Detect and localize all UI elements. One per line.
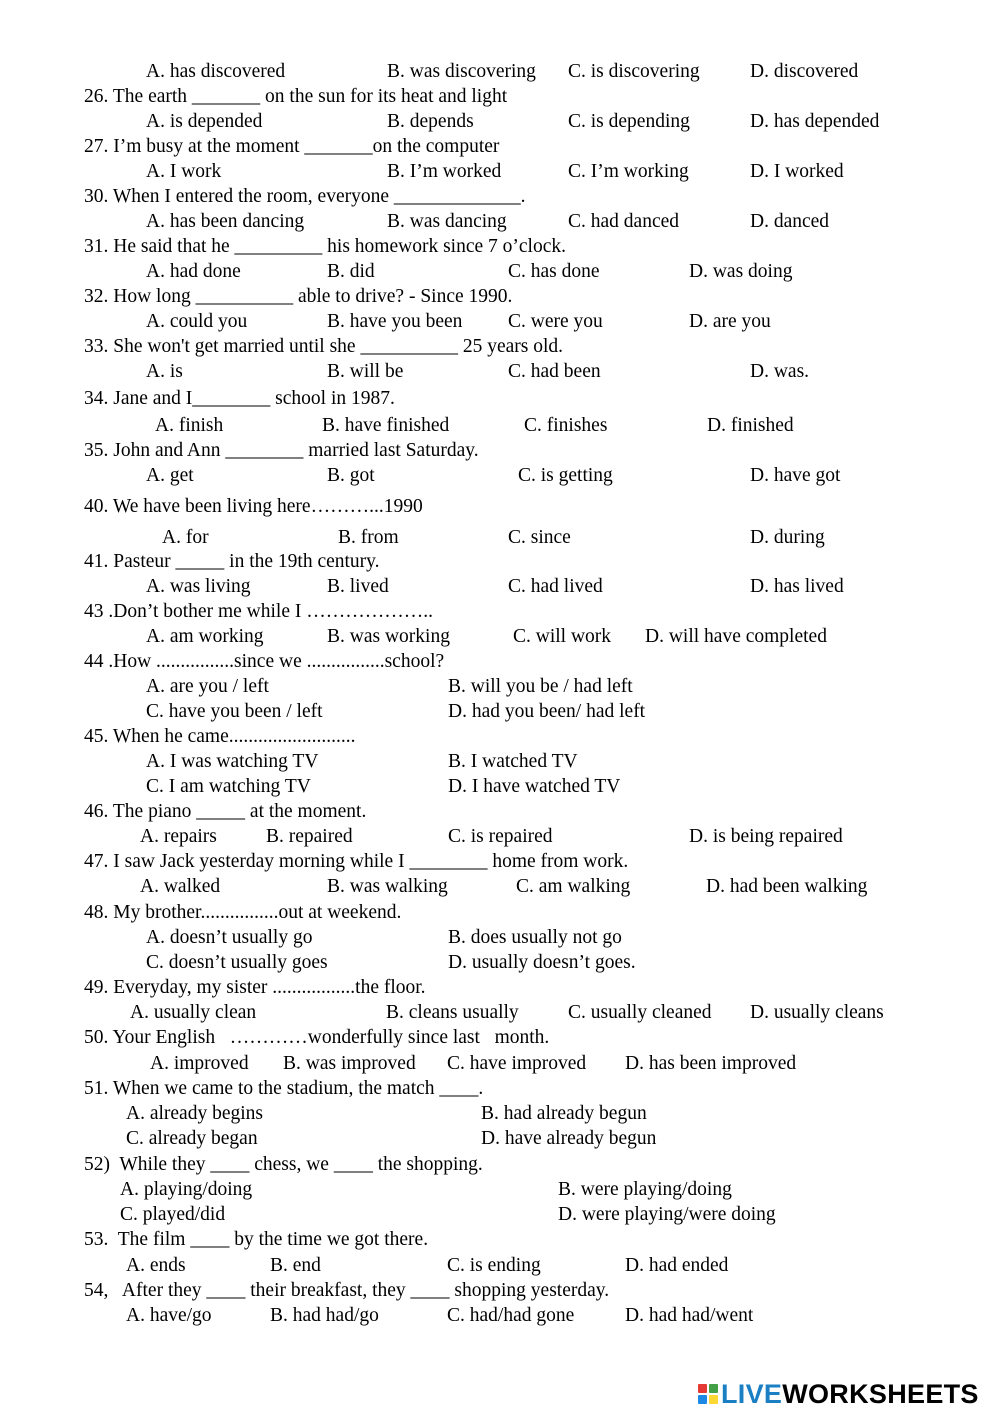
answer-option[interactable]: A. is depended (146, 111, 263, 132)
question-text: 41. Pasteur _____ in the 19th century. (84, 551, 380, 572)
logo-square-green (709, 1384, 718, 1393)
answer-option[interactable]: D. are you (689, 311, 771, 332)
answer-option[interactable]: A. playing/doing (120, 1179, 253, 1200)
answer-option[interactable]: A. already begins (126, 1103, 263, 1124)
answer-option[interactable]: B. was discovering (387, 61, 536, 82)
answer-option[interactable]: C. am walking (516, 876, 631, 897)
question-text: 46. The piano _____ at the moment. (84, 801, 367, 822)
question-text: 27. I’m busy at the moment _______on the computer (84, 136, 500, 157)
answer-option[interactable]: D. have already begun (481, 1128, 657, 1149)
question-text: 33. She won't get married until she __________ 25 years old. (84, 336, 564, 357)
answer-option[interactable]: C. is depending (568, 111, 690, 132)
question-text: 52) While they ____ chess, we ____ the shopping. (84, 1154, 483, 1175)
answer-option[interactable]: B. was walking (327, 876, 448, 897)
answer-option[interactable]: C. is ending (447, 1255, 541, 1276)
question-text: 43 .Don’t bother me while I ……………….. (84, 601, 433, 622)
question-text: 44 .How ................since we ................school? (84, 651, 445, 672)
liveworksheets-logo-icon (698, 1384, 718, 1404)
answer-option[interactable]: A. for (162, 527, 209, 548)
answer-option[interactable]: B. have finished (322, 415, 450, 436)
answer-option[interactable]: B. had had/go (270, 1305, 379, 1326)
answer-option[interactable]: D. had been walking (706, 876, 868, 897)
answer-option[interactable]: A. improved (150, 1053, 249, 1074)
answer-option[interactable]: D. I have watched TV (448, 776, 621, 797)
answer-option[interactable]: D. had had/went (625, 1305, 754, 1326)
answer-option[interactable]: B. repaired (266, 826, 353, 847)
answer-option[interactable]: A. could you (146, 311, 248, 332)
answer-option[interactable]: A. am working (146, 626, 264, 647)
answer-option[interactable]: C. have you been / left (146, 701, 323, 722)
answer-option[interactable]: D. will have completed (645, 626, 827, 647)
answer-option[interactable]: B. end (270, 1255, 321, 1276)
answer-option[interactable]: B. lived (327, 576, 389, 597)
answer-option[interactable]: B. have you been (327, 311, 463, 332)
answer-option[interactable]: D. I worked (750, 161, 844, 182)
answer-option[interactable]: D. has depended (750, 111, 880, 132)
answer-option[interactable]: D. have got (750, 465, 841, 486)
answer-option[interactable]: C. is repaired (448, 826, 553, 847)
answer-option[interactable]: A. usually clean (130, 1002, 257, 1023)
logo-square-yellow (709, 1395, 718, 1404)
answer-option[interactable]: A. was living (146, 576, 251, 597)
answer-option[interactable]: A. doesn’t usually go (146, 927, 313, 948)
answer-option[interactable]: B. will be (327, 361, 404, 382)
answer-option[interactable]: D. was doing (689, 261, 793, 282)
logo-square-blue (698, 1395, 707, 1404)
answer-option[interactable]: A. I work (146, 161, 222, 182)
question-text: 40. We have been living here………...1990 (84, 496, 423, 517)
answer-option[interactable]: D. finished (707, 415, 794, 436)
answer-option[interactable]: A. repairs (140, 826, 217, 847)
question-text: 45. When he came.......................... (84, 726, 356, 747)
answer-option[interactable]: D. were playing/were doing (558, 1204, 776, 1225)
answer-option[interactable]: A. is (146, 361, 183, 382)
answer-option[interactable]: A. walked (140, 876, 221, 897)
answer-option[interactable]: D. usually cleans (750, 1002, 884, 1023)
answer-option[interactable]: D. discovered (750, 61, 859, 82)
answer-option[interactable]: D. during (750, 527, 825, 548)
answer-option[interactable]: B. was working (327, 626, 450, 647)
answer-option[interactable]: C. doesn’t usually goes (146, 952, 328, 973)
answer-option[interactable]: B. I watched TV (448, 751, 578, 772)
answer-option[interactable]: D. danced (750, 211, 830, 232)
answer-option[interactable]: C. have improved (447, 1053, 587, 1074)
answer-option[interactable]: C. had lived (508, 576, 603, 597)
answer-option[interactable]: B. does usually not go (448, 927, 622, 948)
answer-option[interactable]: C. finishes (524, 415, 608, 436)
answer-option[interactable]: D. had you been/ had left (448, 701, 646, 722)
answer-option[interactable]: C. had/had gone (447, 1305, 575, 1326)
answer-option[interactable]: D. usually doesn’t goes. (448, 952, 636, 973)
answer-option[interactable]: C. is getting (518, 465, 613, 486)
answer-option[interactable]: D. had ended (625, 1255, 729, 1276)
answer-option[interactable]: D. was. (750, 361, 810, 382)
question-text: 53. The film ____ by the time we got there. (84, 1229, 429, 1250)
answer-option[interactable]: C. has done (508, 261, 600, 282)
question-text: 49. Everyday, my sister .................the floor. (84, 977, 426, 998)
answer-option[interactable]: A. had done (146, 261, 241, 282)
answer-option[interactable]: C. usually cleaned (568, 1002, 712, 1023)
answer-option[interactable]: C. had danced (568, 211, 680, 232)
answer-option[interactable]: C. already began (126, 1128, 258, 1149)
answer-option[interactable]: B. did (327, 261, 375, 282)
answer-option[interactable]: C. is discovering (568, 61, 700, 82)
answer-option[interactable]: B. was dancing (387, 211, 507, 232)
answer-option[interactable]: A. has been dancing (146, 211, 305, 232)
logo-text-live: LIVE (721, 1378, 783, 1409)
question-text: 32. How long __________ able to drive? - Since 1990. (84, 286, 513, 307)
answer-option[interactable]: A. has discovered (146, 61, 286, 82)
question-text: 48. My brother................out at weekend. (84, 902, 402, 923)
logo-square-red (698, 1384, 707, 1393)
liveworksheets-logo-text (721, 1379, 979, 1410)
answer-option[interactable]: A. have/go (126, 1305, 212, 1326)
answer-option[interactable]: C. I am watching TV (146, 776, 311, 797)
answer-option[interactable]: B. from (338, 527, 399, 548)
answer-option[interactable]: A. finish (155, 415, 224, 436)
answer-option[interactable]: C. had been (508, 361, 601, 382)
answer-option[interactable]: B. will you be / had left (448, 676, 633, 697)
answer-option[interactable]: A. ends (126, 1255, 186, 1276)
answer-option[interactable]: B. was improved (283, 1053, 416, 1074)
question-text: 54, After they ____ their breakfast, they ____ shopping yesterday. (84, 1280, 610, 1301)
question-text: 31. He said that he _________ his homework since 7 o’clock. (84, 236, 566, 257)
answer-option[interactable]: C. I’m working (568, 161, 689, 182)
answer-option[interactable]: B. got (327, 465, 375, 486)
question-text: 34. Jane and I________ school in 1987. (84, 388, 395, 409)
question-text: 47. I saw Jack yesterday morning while I ________ home from work. (84, 851, 629, 872)
liveworksheets-logo[interactable] (698, 1379, 979, 1409)
answer-option[interactable]: C. will work (513, 626, 612, 647)
logo-text-rest: WORKSHEETS (782, 1378, 979, 1409)
answer-option[interactable]: A. are you / left (146, 676, 269, 697)
answer-option[interactable]: D. has been improved (625, 1053, 797, 1074)
answer-option[interactable]: B. were playing/doing (558, 1179, 732, 1200)
question-text: 51. When we came to the stadium, the match ____. (84, 1078, 484, 1099)
answer-option[interactable]: A. I was watching TV (146, 751, 319, 772)
answer-option[interactable]: D. is being repaired (689, 826, 843, 847)
answer-option[interactable]: B. had already begun (481, 1103, 647, 1124)
question-text: 26. The earth _______ on the sun for its heat and light (84, 86, 508, 107)
answer-option[interactable]: A. get (146, 465, 194, 486)
answer-option[interactable]: C. were you (508, 311, 603, 332)
answer-option[interactable]: C. played/did (120, 1204, 226, 1225)
answer-option[interactable]: B. I’m worked (387, 161, 502, 182)
answer-option[interactable]: B. cleans usually (386, 1002, 519, 1023)
question-text: 50. Your English …………wonderfully since last month. (84, 1027, 550, 1048)
question-text: 35. John and Ann ________ married last Saturday. (84, 440, 479, 461)
answer-option[interactable]: B. depends (387, 111, 474, 132)
answer-option[interactable]: D. has lived (750, 576, 844, 597)
answer-option[interactable]: C. since (508, 527, 571, 548)
question-text: 30. When I entered the room, everyone _____________. (84, 186, 526, 207)
